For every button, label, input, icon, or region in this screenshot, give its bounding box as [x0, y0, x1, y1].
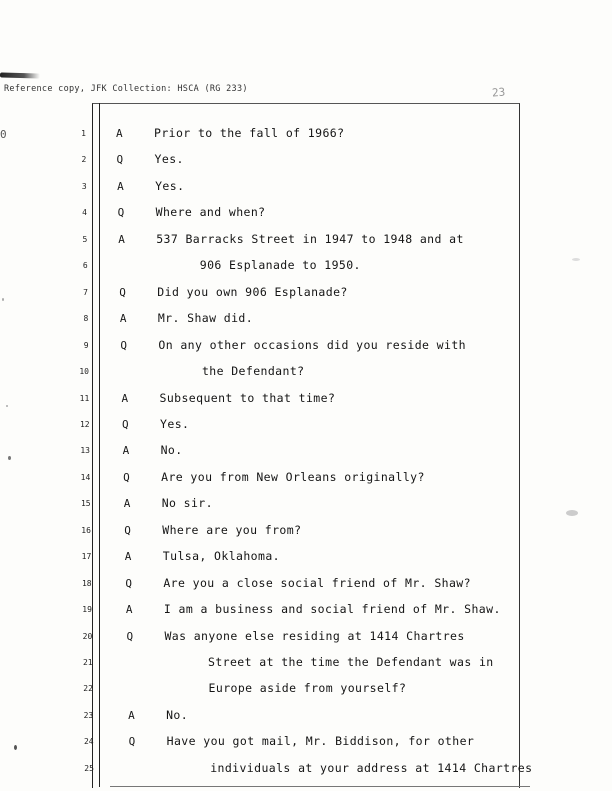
testimony-text: Have you got mail, Mr. Biddison, for other: [166, 734, 475, 749]
speaker-label: Q: [117, 206, 125, 220]
line-number: 12: [79, 419, 90, 429]
line-number: 10: [79, 367, 89, 377]
line-number: 8: [83, 314, 89, 324]
testimony-text: 906 Esplanade to 1950.: [199, 258, 361, 273]
speaker-label: A: [121, 391, 129, 405]
line-number: 16: [81, 525, 91, 535]
speaker-label: Q: [125, 576, 132, 590]
line-number: 15: [80, 499, 91, 509]
line-number: 11: [79, 393, 90, 403]
testimony-text: No sir.: [161, 496, 213, 511]
testimony-text: Street at the time the Defendant was in: [208, 655, 494, 669]
testimony-text: Was anyone else residing at 1414 Chartres: [164, 628, 465, 643]
speaker-label: A: [125, 603, 133, 617]
testimony-text: Tulsa, Oklahoma.: [162, 549, 280, 564]
line-number: 6: [82, 261, 88, 271]
line-number: 20: [82, 631, 93, 641]
line-number: 18: [81, 578, 92, 588]
speaker-label: A: [117, 179, 124, 193]
reference-header: Reference copy, JFK Collection: HSCA (RG 233): [4, 84, 248, 94]
speaker-label: A: [119, 312, 127, 326]
transcript-rule: [99, 103, 100, 787]
line-number: 14: [80, 472, 91, 482]
line-number: 2: [81, 155, 87, 165]
speaker-label: A: [124, 550, 132, 564]
line-number: 23: [83, 710, 94, 720]
speaker-label: Q: [122, 417, 129, 431]
line-number: 1: [81, 129, 86, 138]
testimony-text: Europe aside from yourself?: [208, 681, 407, 696]
speaker-label: Q: [128, 735, 136, 749]
line-number: 4: [82, 208, 87, 218]
testimony-text: Yes.: [155, 178, 185, 193]
testimony-text: Yes.: [160, 416, 190, 431]
testimony-text: No.: [166, 707, 189, 722]
line-number: 24: [83, 737, 94, 747]
line-number: 17: [81, 552, 92, 562]
scan-smudge: [0, 72, 40, 78]
testimony-text: Are you a close social friend of Mr. Shaw?: [163, 575, 471, 590]
speaker-label: A: [118, 232, 125, 246]
testimony-text: Where are you from?: [162, 522, 302, 537]
margin-mark: 0: [0, 128, 7, 141]
speaker-label: A: [122, 444, 130, 458]
testimony-text: Yes.: [154, 152, 184, 167]
line-number: 19: [82, 605, 92, 615]
testimony-text: I am a business and social friend of Mr. Shaw.: [163, 602, 501, 617]
speaker-label: Q: [119, 285, 126, 299]
testimony-text: 537 Barracks Street in 1947 to 1948 and at: [156, 231, 464, 246]
line-number: 25: [84, 763, 94, 773]
line-number: 21: [82, 658, 93, 667]
testimony-text: individuals at your address at 1414 Chartres: [210, 760, 533, 775]
line-number: 13: [80, 446, 90, 456]
speaker-label: A: [116, 127, 123, 140]
line-number: 7: [83, 287, 88, 297]
testimony-text: On any other occasions did you reside with: [158, 337, 466, 352]
testimony-text: Prior to the fall of 1966?: [154, 126, 345, 140]
speaker-label: Q: [120, 338, 128, 352]
speaker-label: Q: [126, 629, 134, 643]
testimony-text: Subsequent to that time?: [159, 390, 336, 405]
testimony-text: Mr. Shaw did.: [157, 311, 254, 326]
speaker-label: Q: [124, 523, 131, 537]
speaker-label: Q: [116, 153, 124, 167]
testimony-text: Where and when?: [155, 205, 266, 220]
page-mark: 23: [491, 85, 506, 100]
speaker-label: Q: [123, 470, 130, 484]
testimony-text: No.: [160, 443, 183, 458]
line-number: 22: [83, 684, 93, 694]
testimony-text: the Defendant?: [201, 364, 305, 379]
testimony-text: Did you own 906 Esplanade?: [157, 284, 348, 299]
transcript-bottom-rule: [110, 786, 530, 787]
speaker-label: A: [128, 708, 135, 722]
line-number: 5: [82, 234, 88, 244]
line-number: 3: [81, 181, 87, 191]
testimony-text: Are you from New Orleans originally?: [161, 469, 425, 484]
line-number: 9: [83, 340, 89, 350]
speaker-label: A: [123, 497, 131, 511]
